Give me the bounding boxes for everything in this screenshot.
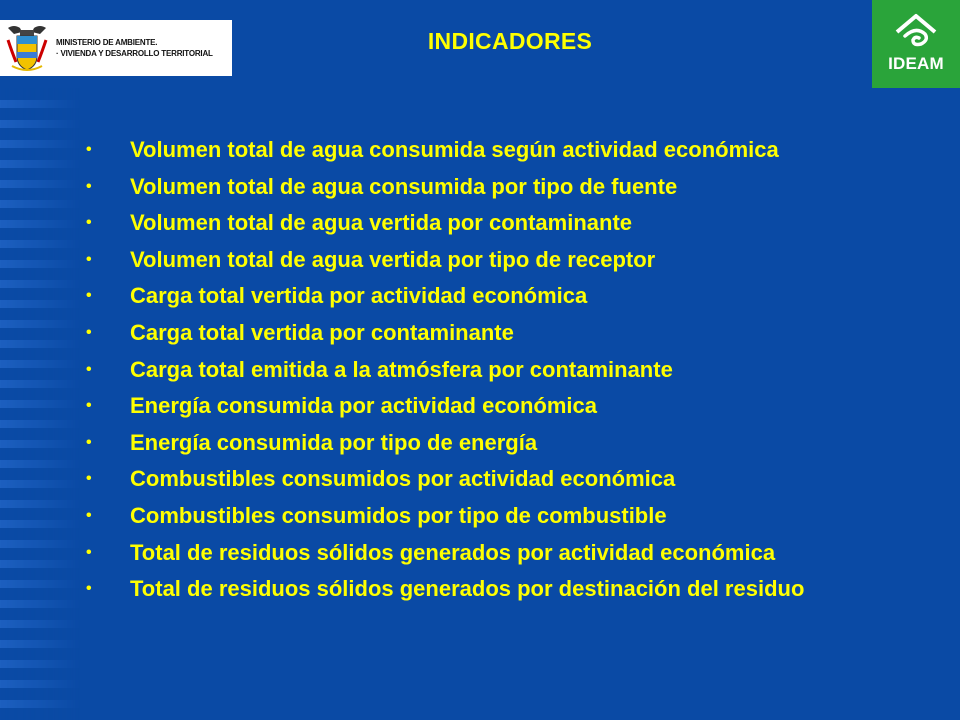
indicator-text: Total de residuos sólidos generados por actividad económica	[130, 539, 776, 565]
ministry-name	[56, 37, 213, 59]
indicator-list	[80, 138, 900, 614]
list-item	[80, 577, 900, 601]
indicator-text: Total de residuos sólidos generados por destinación del residuo	[130, 576, 805, 602]
indicator-text: Carga total emitida a la atmósfera por contaminante	[130, 356, 673, 382]
indicator-text: Combustibles consumidos por tipo de combustible	[130, 502, 667, 528]
indicator-text: Energía consumida por tipo de energía	[130, 429, 538, 455]
slide-title: INDICADORES	[427, 28, 593, 54]
ministry-logo	[0, 20, 232, 76]
bullet-icon: •	[86, 323, 92, 341]
indicator-text: Volumen total de agua consumida por tipo de fuente	[130, 173, 678, 199]
ideam-logo	[872, 0, 960, 88]
coat-of-arms-icon	[4, 22, 50, 74]
ministry-name-line1: MINISTERIO DE AMBIENTE.	[56, 38, 158, 47]
ideam-swirl-icon	[893, 12, 939, 52]
bullet-icon: •	[86, 360, 92, 378]
bullet-icon: •	[86, 141, 92, 158]
indicator-text: Energía consumida por actividad económica	[130, 393, 598, 419]
list-item	[80, 431, 900, 455]
bullet-icon: •	[86, 580, 92, 598]
list-item	[80, 394, 900, 418]
bullet-icon: •	[86, 250, 92, 268]
ideam-logo-text: IDEAM	[888, 54, 944, 73]
bullet-icon: •	[86, 397, 92, 415]
list-item	[80, 138, 900, 162]
indicator-text: Combustibles consumidos por actividad económica	[130, 466, 676, 492]
list-item	[80, 284, 900, 308]
bullet-icon: •	[86, 433, 92, 451]
indicator-text: Volumen total de agua vertida por tipo de receptor	[130, 246, 656, 272]
indicator-text: Carga total vertida por contaminante	[130, 319, 514, 345]
ministry-name-line2: · VIVIENDA Y DESARROLLO TERRITORIAL	[56, 49, 213, 58]
bullet-icon: •	[86, 543, 92, 561]
list-item	[80, 248, 900, 272]
list-item	[80, 175, 900, 199]
indicator-text: Volumen total de agua vertida por contaminante	[130, 210, 633, 236]
list-item	[80, 358, 900, 382]
bullet-icon: •	[86, 470, 92, 488]
bullet-icon: •	[86, 177, 92, 195]
list-item	[80, 541, 900, 565]
bullet-icon: •	[86, 287, 92, 305]
list-item	[80, 211, 900, 235]
list-item	[80, 504, 900, 528]
indicator-text: Carga total vertida por actividad económica	[130, 283, 588, 309]
list-item	[80, 467, 900, 491]
indicator-text: Volumen total de agua consumida según actividad económica	[130, 137, 779, 162]
stripe-pattern	[0, 0, 80, 720]
list-item	[80, 321, 900, 345]
bullet-icon: •	[86, 214, 92, 232]
bullet-icon: •	[86, 506, 92, 524]
